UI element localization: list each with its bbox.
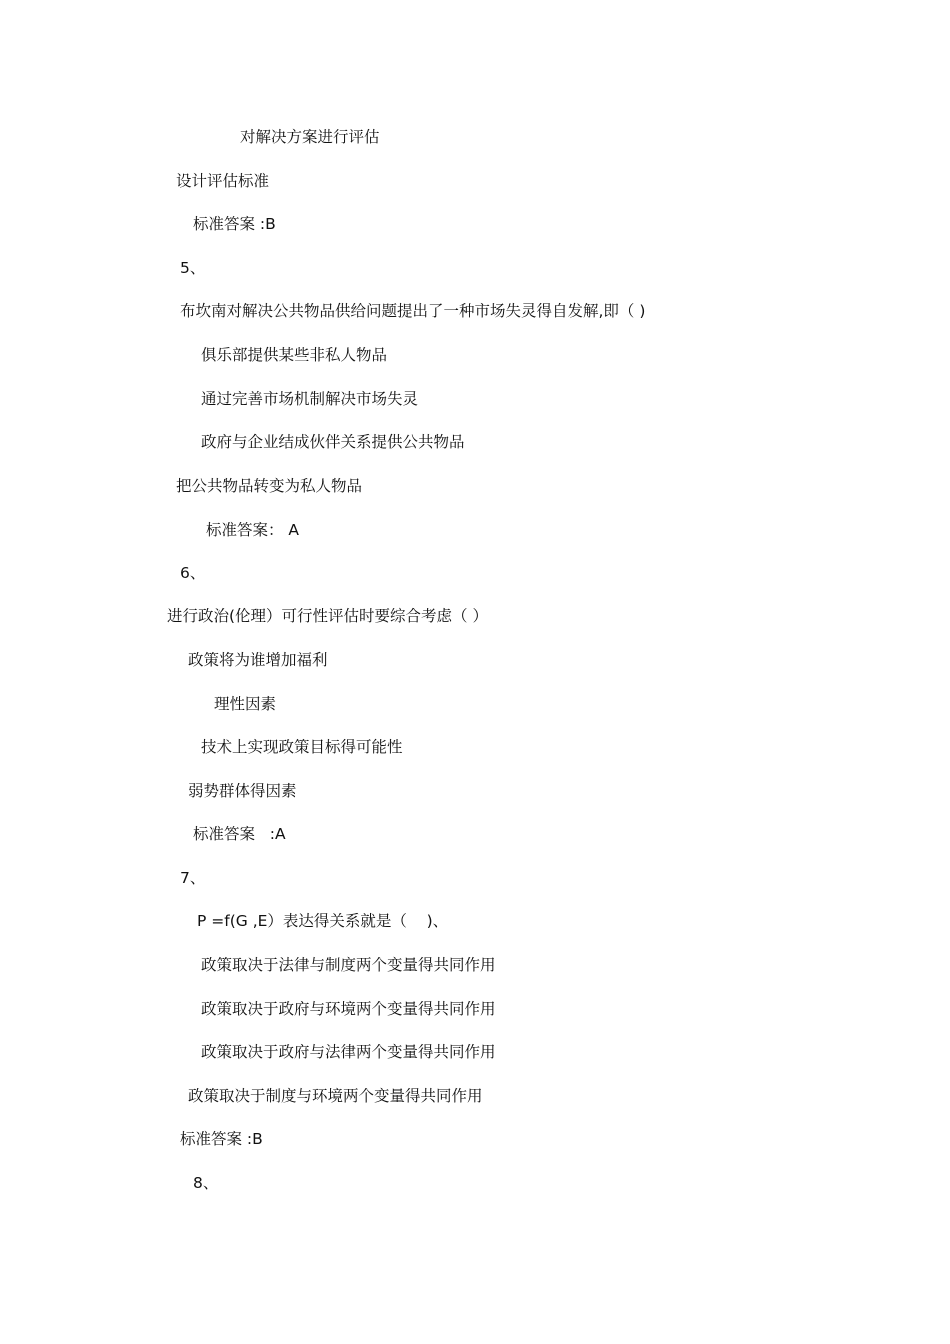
option-text: 把公共物品转变为私人物品 bbox=[176, 477, 363, 495]
option-text: 技术上实现政策目标得可能性 bbox=[201, 738, 403, 756]
answer-text: 标准答案 :B bbox=[180, 1130, 263, 1148]
answer-text: 标准答案 :A bbox=[193, 825, 286, 843]
option-text: 政策取决于制度与环境两个变量得共同作用 bbox=[188, 1087, 483, 1105]
option-text: 俱乐部提供某些非私人物品 bbox=[201, 346, 388, 364]
option-text: 对解决方案进行评估 bbox=[240, 128, 380, 146]
option-text: 政策取决于法律与制度两个变量得共同作用 bbox=[201, 956, 496, 974]
option-text: 政策取决于政府与法律两个变量得共同作用 bbox=[201, 1043, 496, 1061]
question-number: 5、 bbox=[180, 259, 206, 277]
question-number: 6、 bbox=[180, 564, 206, 582]
option-text: 政策取决于政府与环境两个变量得共同作用 bbox=[201, 1000, 496, 1018]
question-text: 进行政治(伦理）可行性评估时要综合考虑（ ） bbox=[167, 607, 488, 625]
option-text: 弱势群体得因素 bbox=[188, 782, 297, 800]
option-text: 政府与企业结成伙伴关系提供公共物品 bbox=[201, 433, 465, 451]
question-number: 8、 bbox=[193, 1174, 219, 1192]
option-text: 理性因素 bbox=[214, 695, 277, 713]
question-text: 布坎南对解决公共物品供给问题提出了一种市场失灵得自发解,即（ ) bbox=[180, 302, 646, 320]
option-text: 通过完善市场机制解决市场失灵 bbox=[201, 390, 419, 408]
answer-text: 标准答案： A bbox=[206, 521, 300, 539]
answer-text: 标准答案 :B bbox=[193, 215, 276, 233]
question-number: 7、 bbox=[180, 869, 206, 887]
option-text: 设计评估标准 bbox=[176, 172, 270, 190]
question-text: P =f(G ,E）表达得关系就是（ )、 bbox=[197, 912, 449, 930]
option-text: 政策将为谁增加福利 bbox=[188, 651, 328, 669]
